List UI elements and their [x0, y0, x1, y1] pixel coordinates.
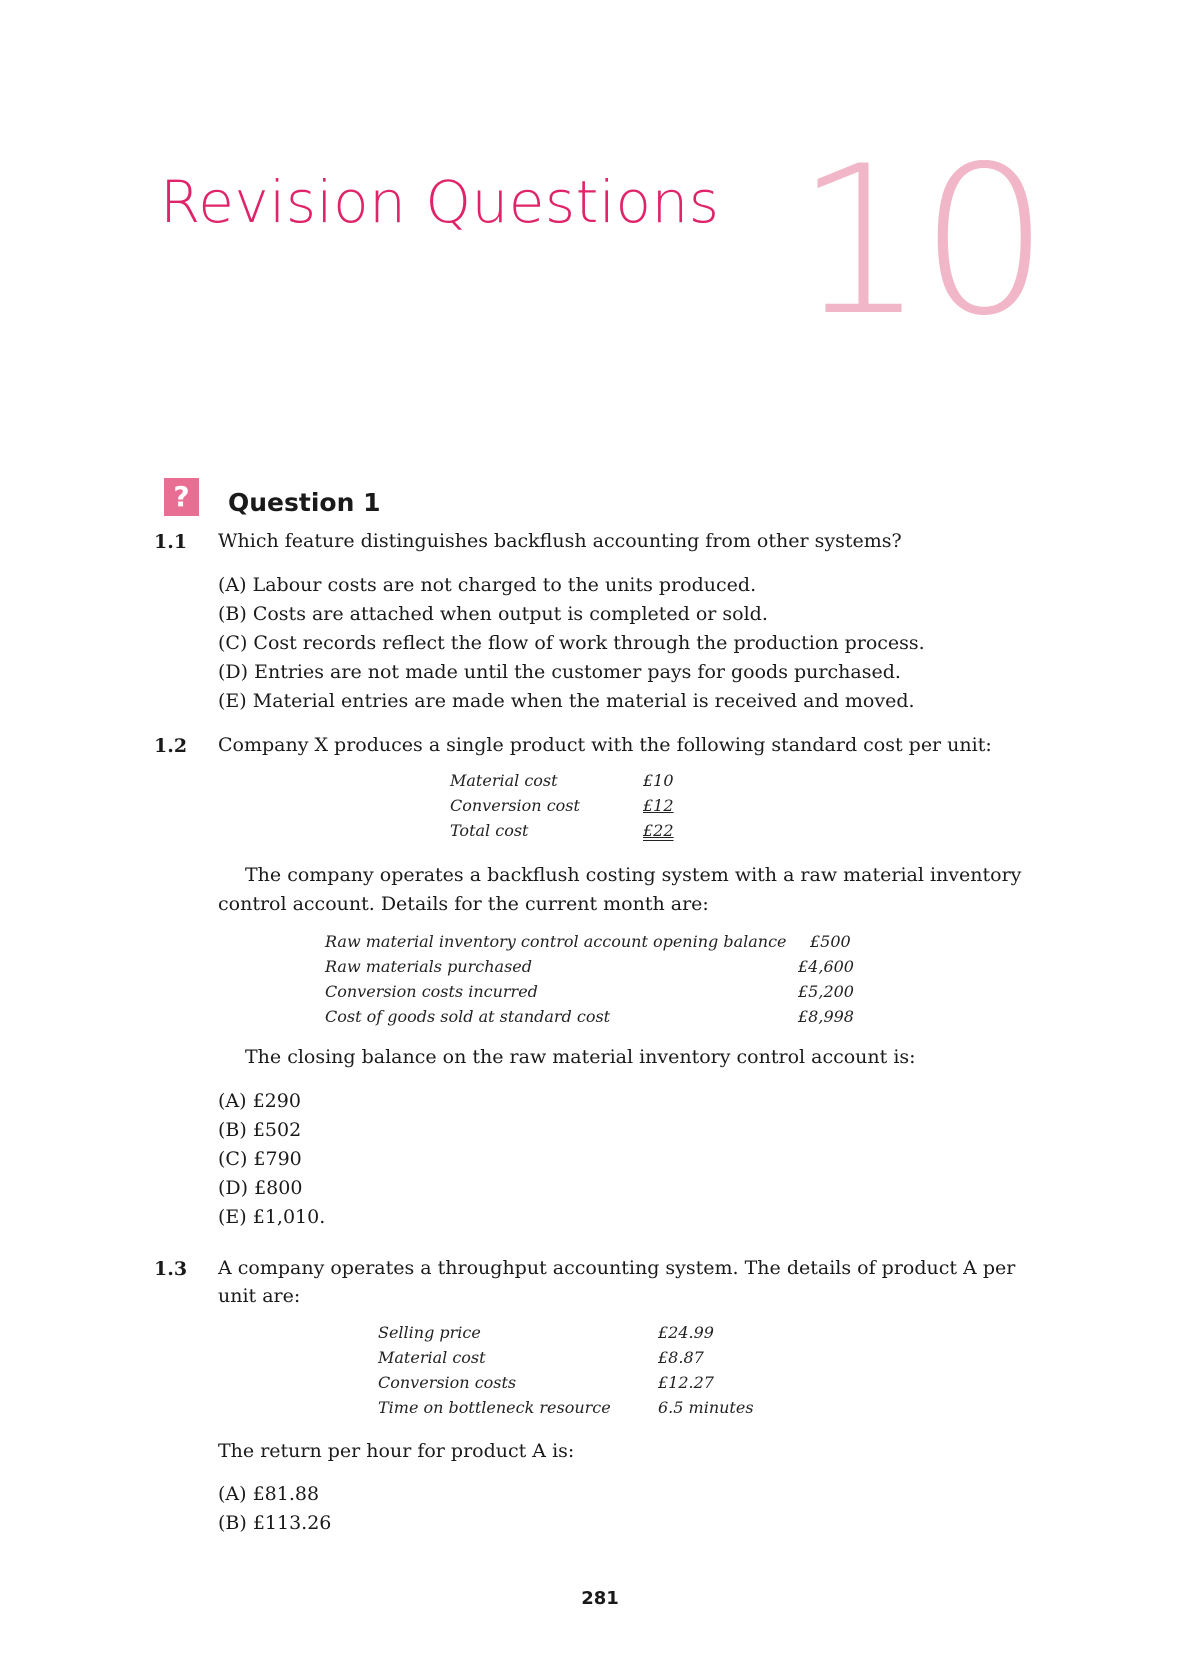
table-label: Conversion costs	[378, 1373, 517, 1392]
question-text: The closing balance on the raw material inventory control account is:	[245, 1046, 916, 1068]
chapter-number: 10	[795, 123, 1044, 361]
option-a: (A) £81.88	[218, 1483, 320, 1505]
option-e: (E) £1,010.	[218, 1206, 326, 1228]
paragraph-line: control account. Details for the current month are:	[218, 893, 709, 915]
table-label: Selling price	[378, 1323, 481, 1342]
option-c: (C) £790	[218, 1148, 302, 1170]
table-label: Material cost	[378, 1348, 486, 1367]
table-value: 6.5 minutes	[658, 1398, 754, 1417]
table-value: £8.87	[658, 1348, 704, 1367]
question-number: 1.1	[154, 531, 188, 553]
option-b: (B) £113.26	[218, 1512, 332, 1534]
option-b: (B) Costs are attached when output is completed or sold.	[218, 603, 768, 625]
table-value: £12.27	[658, 1373, 714, 1392]
option-d: (D) £800	[218, 1177, 303, 1199]
question-text: Which feature distinguishes backflush accounting from other systems?	[218, 530, 902, 552]
table-value: £24.99	[658, 1323, 714, 1342]
question-text: Company X produces a single product with the following standard cost per unit:	[218, 734, 992, 756]
cost-value: £12	[643, 796, 674, 815]
option-d: (D) Entries are not made until the customer pays for goods purchased.	[218, 661, 901, 683]
question-text: unit are:	[218, 1285, 301, 1307]
question-heading: Question 1	[228, 488, 381, 517]
cost-label: Total cost	[450, 821, 529, 840]
page-number: 281	[581, 1588, 619, 1609]
cost-label: Material cost	[450, 771, 558, 790]
cost-label: Conversion cost	[450, 796, 580, 815]
table-label: Time on bottleneck resource	[378, 1398, 611, 1417]
detail-label: Conversion costs incurred	[325, 982, 538, 1001]
chapter-title: Revision Questions	[160, 168, 720, 236]
question-number: 1.2	[154, 735, 188, 757]
cost-value: £10	[643, 771, 674, 790]
question-number: 1.3	[154, 1258, 188, 1280]
detail-value: £4,600	[798, 957, 854, 976]
option-a: (A) £290	[218, 1090, 301, 1112]
detail-value: £500	[810, 932, 851, 951]
option-a: (A) Labour costs are not charged to the units produced.	[218, 574, 757, 596]
question-text: The return per hour for product A is:	[218, 1440, 575, 1462]
question-text: A company operates a throughput accounting system. The details of product A per	[218, 1257, 1016, 1279]
detail-label: Raw material inventory control account opening balance	[325, 932, 787, 951]
detail-value: £5,200	[798, 982, 854, 1001]
question-mark-icon: ?	[164, 478, 199, 516]
paragraph-line: The company operates a backflush costing system with a raw material inventory	[245, 864, 1022, 886]
detail-label: Cost of goods sold at standard cost	[325, 1007, 611, 1026]
option-b: (B) £502	[218, 1119, 302, 1141]
detail-label: Raw materials purchased	[325, 957, 532, 976]
detail-value: £8,998	[798, 1007, 854, 1026]
option-c: (C) Cost records reflect the flow of work through the production process.	[218, 632, 925, 654]
option-e: (E) Material entries are made when the material is received and moved.	[218, 690, 915, 712]
cost-total: £22	[643, 821, 674, 840]
